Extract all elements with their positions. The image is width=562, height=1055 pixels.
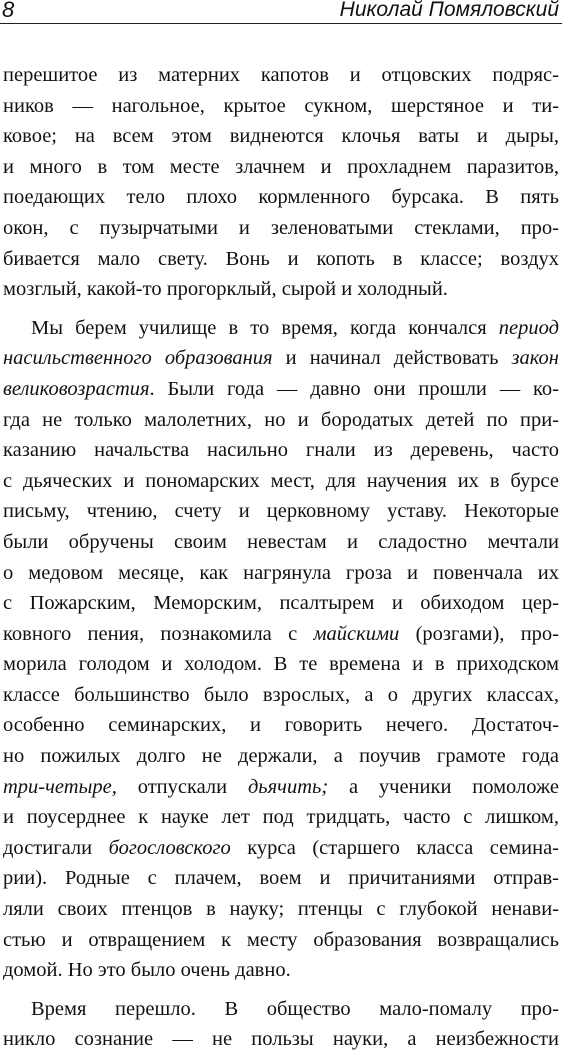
- text-line: ляли своих птенцов в науку; птенцы с глубокой ненави-: [3, 898, 559, 921]
- text-line: с Пожарским, Меморским, псалтырем и обиходом цер-: [3, 592, 559, 615]
- text-line: Мы берем училище в то время, когда кончался период: [31, 316, 559, 339]
- text-line: рии). Родные с плачем, воем и причитаниями отправ-: [3, 867, 559, 890]
- body-text: [3, 60, 559, 1055]
- text-line: поедающих тело плохо кормленного бурсака. В пять: [3, 186, 559, 209]
- italic-term: три-четыре,: [3, 775, 117, 798]
- text-line: великовозрастия. Были года — давно они прошли — ко-: [3, 377, 559, 400]
- text-line: мозглый, какой-то прогорклый, сырой и холодный.: [3, 278, 448, 301]
- text-line: с дьяческих и пономарских мест, для научения их в бурсе: [3, 469, 559, 492]
- text-line: ковое; на всем этом виднеются клочья ваты и дыры,: [3, 125, 559, 148]
- text-line: бивается мало свету. Вонь и копоть в классе; воздух: [3, 247, 559, 270]
- paragraph-2: [3, 313, 559, 986]
- text-line: никло сознание — не пользы науки, а неизбежности: [3, 1028, 559, 1051]
- text-line: гда не только малолетних, но и бородатых детей по при-: [3, 408, 559, 431]
- text-line: особенно семинарских, и говорить нечего. Достаточ-: [3, 714, 559, 737]
- italic-term: период: [498, 316, 559, 339]
- text-line: и много в том месте злачнем и прохладнем паразитов,: [3, 155, 559, 178]
- text-line: о медовом месяце, как нагрянула гроза и повенчала их: [3, 561, 559, 584]
- text-line: насильственного образования и начинал действовать закон: [3, 347, 559, 370]
- text-line: ников — нагольное, крытое сукном, шерстяное и ти-: [3, 94, 559, 117]
- italic-term: дьячить;: [247, 775, 329, 798]
- text-line: ковного пения, познакомила с майскими (розгами), про-: [3, 622, 559, 645]
- text-line: окон, с пузырчатыми и зеленоватыми стеклами, про-: [3, 216, 559, 239]
- italic-term: майскими: [313, 622, 400, 645]
- text-line: домой. Но это было очень давно.: [3, 959, 291, 982]
- text-line: достигали богословского курса (старшего класса семина-: [3, 836, 559, 859]
- text-line: и поусерднее к науке лет под тридцать, часто с лишком,: [3, 806, 559, 829]
- text-line: казанию начальства насильно гнали из деревень, часто: [3, 439, 559, 462]
- text-line: Время перешло. В общество мало-помалу про-: [31, 997, 559, 1020]
- text-line: письму, чтению, счету и церковному уставу. Некоторые: [3, 500, 559, 523]
- italic-term: великовозрастия: [3, 377, 150, 400]
- text-line: были обручены своим невестам и сладостно мечтали: [3, 530, 559, 553]
- running-head-author: Николай Помяловский: [339, 0, 559, 21]
- paragraph-3: [3, 994, 559, 1055]
- text-line: но пожилых долго не держали, а поучив грамоте года: [3, 745, 559, 768]
- page-number: 8: [2, 0, 15, 22]
- page-header: [0, 0, 562, 26]
- header-rule: [0, 23, 562, 24]
- text-line: стью и отвращением к месту образования возвращались: [3, 928, 559, 951]
- text-line: три-четыре, отпускали дьячить; а ученики помоложе: [3, 775, 559, 798]
- paragraph-1: [3, 60, 559, 305]
- text-line: перешитое из матерних капотов и отцовских подряс-: [3, 64, 559, 86]
- italic-term: богословского: [108, 836, 231, 859]
- italic-term: закон: [511, 347, 559, 370]
- italic-term: насильственного образования: [3, 347, 273, 370]
- text-line: классе большинство было взрослых, а о других классах,: [3, 683, 559, 706]
- text-line: морила голодом и холодом. В те времена и в приходском: [3, 653, 559, 676]
